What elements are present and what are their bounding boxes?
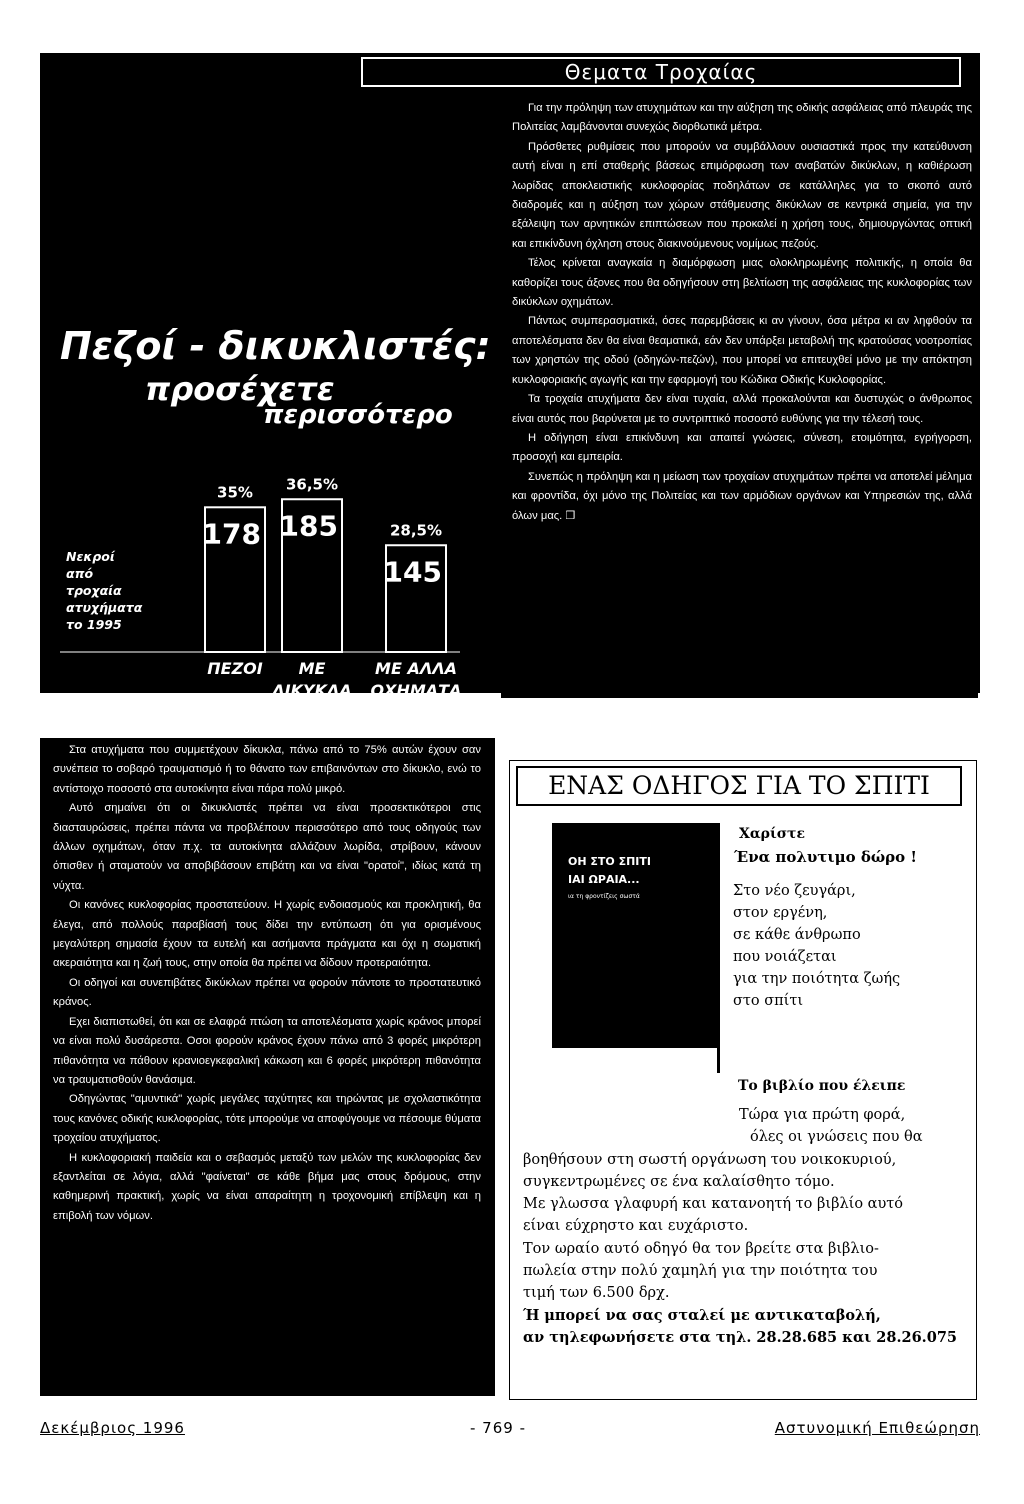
section-header <box>361 57 961 87</box>
chart-source: ΔΙΕΥΘΥΝΣΗ ΤΡΟΧΑΙΑΣ ΑΤΤΙΚΗΣ <box>138 710 345 723</box>
category-label: ΠΕΖΟΙ <box>207 659 263 678</box>
category-label: ΔΙΚΥΚΛΑ <box>272 681 352 700</box>
advert-line: Ή μπορεί να σας σταλεί με αντικαταβολή, <box>523 1306 881 1324</box>
paragraph: Τα τροχαία ατυχήματα δεν είναι τυχαία, αλλά προκαλούνται και δυστυχώς ο άνθρωπος είναι αυτός που βαρύνεται με το συντριπτικό ποσοστό ευθύνης για την τέλεσή τους. <box>512 393 972 425</box>
bar-value-label: 145 <box>383 555 442 589</box>
advert-line: Τώρα για πρώτη φορά, <box>739 1107 906 1123</box>
list-item: για την ποιότητα ζωής <box>733 971 901 987</box>
advert-title: ΕΝΑΣ ΟΔΗΓΟΣ ΓΙΑ ΤΟ ΣΠΙΤΙ <box>516 766 962 806</box>
publication-name: Αστυνομική Επιθεώρηση <box>774 1419 980 1437</box>
list-item: Στο νέο ζευγάρι, <box>733 883 856 899</box>
advert-line: όλες οι γνώσεις που θα <box>750 1129 923 1146</box>
chart-title-line2: προσέχετε <box>145 370 335 408</box>
advert-heading: Χαρίστε <box>739 826 805 842</box>
advert-subheading: Ένα πολυτιμο δώρο ! <box>734 848 917 866</box>
bar-percentage-label: 28,5% <box>389 521 443 540</box>
footer-date: Δεκέμβριος 1996 <box>40 1419 185 1437</box>
chart-title-line3: περισσότερο <box>263 400 453 430</box>
advert-line: συγκεντρωμένες σε ένα καλαίσθητο τόμο. <box>523 1173 835 1190</box>
advert-line: πωλεία στην πολύ χαμηλή για την ποιότητα του <box>523 1263 878 1280</box>
advert-heading-2: Το βιβλίο που έλειπε <box>738 1078 906 1094</box>
bar-chart <box>40 430 495 700</box>
book-cover-text: ΙΑΙ ΩΡΑΙΑ... <box>568 873 640 886</box>
advert-line: είναι εύχρηστο και ευχάριστο. <box>523 1218 749 1235</box>
chart-title-line1: Πεζοί - δικυκλιστές: <box>60 324 491 368</box>
left-column <box>40 738 495 1396</box>
paragraph: Η κυκλοφοριακή παιδεία και ο σεβασμός μεταξύ των μελών της κυκλοφορίας δεν εξαντλείται σε λόγια, αλλά "φαίνεται" σε κάθε βήμα μας στους δρόμους, στην καθημερινή πρακτική, χωρίς να είναι απαραίτητη η τροχονομική επίβλεψη και η επιβολή των νόμων. <box>53 1151 481 1222</box>
paragraph: Εχει διαπιστωθεί, ότι και σε ελαφρά πτώση τα αποτελέσματα χωρίς κράνος μπορεί να είναι πολύ δυσάρεστα. Οσοι φορούν κράνος έχουν πάνω από 3 φορές μικρότερη πιθανότητα να πάθουν κρανιοεγκεφαλική κάκωση και 6 φορές μικρότερη πιθανότητα να τραυματισθούν θανάσιμα. <box>53 1015 481 1086</box>
advert-body <box>523 1104 973 1349</box>
bar-value-label: 178 <box>202 517 261 551</box>
side-label-line: Νεκροί <box>66 549 115 564</box>
list-item: που νοιάζεται <box>733 949 837 965</box>
book-spine <box>717 843 720 1073</box>
paragraph: Οδηγώντας "αμυντικά" χωρίς μεγάλες ταχύτητες και τηρώντας με σχολαστικότητα τους κανόνες οδικής κυκλοφορίας, τότε μπορούμε να αποφύγουμε να πέσουμε θύματα τροχαίου ατυχήματος. <box>53 1093 481 1145</box>
paragraph: Συνεπώς η πρόληψη και η μείωση των τροχαίων ατυχημάτων πρέπει να αποτελεί μέλημα και φροντίδα, όχι μόνο της Πολιτείας και των αρμόδιων οργάνων και Υπηρεσιών της, αλλά όλων μας. ❒ <box>512 470 972 522</box>
side-label-line: ατυχήματα <box>66 600 143 615</box>
bar-percentage-label: 35% <box>217 483 253 502</box>
page-number: - 769 - <box>470 1419 526 1437</box>
section-title: Θεματα Τροχαίας <box>564 60 758 84</box>
left-article-text <box>53 741 481 1226</box>
bar-percentage-label: 36,5% <box>285 475 339 494</box>
right-article-text <box>512 99 972 526</box>
category-label: ΜΕ ΑΛΛΑ <box>375 659 457 678</box>
advert-line: αν τηλεφωνήσετε στα τηλ. 28.28.685 και 28.26.075 <box>523 1328 957 1346</box>
paragraph: Πάντως συμπερασματικά, όσες παρεμβάσεις κι αν γίνουν, όσα μέτρα κι αν ληφθούν τα αποτελέσματα δεν θα είναι θεαματικά, εάν δεν υπάρξει μεταβολή της κρατούσας νοοτροπίας των χρηστών της οδού (οδηγών-πεζών), που μπορεί να επιτευχθεί μόνο με την απόκτηση κυκλοφοριακής αγωγής και την εφαρμογή του Κώδικα Οδικής Κυκλοφορίας. <box>512 315 972 386</box>
side-label-line: από <box>66 566 94 581</box>
category-label: ΟΧΗΜΑΤΑ <box>370 681 462 700</box>
list-item: στον εργένη, <box>733 905 828 921</box>
advert-line: Τον ωραίο αυτό οδηγό θα τον βρείτε στα βιβλιο- <box>523 1240 879 1257</box>
paragraph: Στα ατυχήματα που συμμετέχουν δίκυκλα, πάνω από το 75% αυτών έχουν σαν συνέπεια το σοβαρό τραυματισμό ή το θάνατο των επιβαινόντων στο δίκυκλο, ενώ το αντίστοιχο ποσοστό στα αυτοκίνητα είναι πάρα πολύ μικρό. <box>53 744 481 795</box>
side-label-line: το 1995 <box>66 617 122 632</box>
paragraph: Αυτό σημαίνει ότι οι δικυκλιστές πρέπει να είναι προσεκτικότεροι στις διασταυρώσεις, πρέπει πάντα να προβλέπουν περισσότερο από τους οδηγούς των άλλων οχημάτων, όταν π.χ. τα αυτοκίνητα αλλάζουν λωρίδα, στρίβουν, κάνουν όπισθεν ή σταματούν να αποβιβάσουν επιβάτη και να είναι "ορατοί", ιδίως κατά τη νύχτα. <box>53 802 481 892</box>
paragraph: Πρόσθετες ρυθμίσεις που μπορούν να συμβάλλουν ουσιαστικά προς την κατεύθυνση αυτή είναι η επί σταθερής βάσεως επιμόρφωση των αναβατών δικύκλων, η καθιέρωση λωρίδας αποκλειστικής κυκλοφορίας ποδηλάτων σε κατάλληλες για το σκοπό αυτό διαδρομές και η αύξηση των χώρων στάθμευσης δικύκλων σε κεντρικά σημεία, για την εξάλειψη των αρνητικών επιπτώσεων που προκαλεί η χρήση τους, δημιουργώντας οπτική και επικίνδυνη όχληση στους διακινούμενους νομίμως πεζούς. <box>512 140 972 250</box>
list-item: σε κάθε άνθρωπο <box>733 927 861 943</box>
paragraph: Οι κανόνες κυκλοφορίας προστατεύουν. Η χωρίς ενδοιασμούς και προκλητική, θα έλεγα, από πολλούς παραβίασή τους δίδει την εντύπωση ότι για ορισμένους μεγαλύτερη σημασία έχουν τα ευτελή και ασήμαντα πράγματα και όχι η σωματική ακεραιότητα και η ζωή τους, στην οποία θα πρέπει να δίδουν προτεραιότητα. <box>53 899 481 970</box>
advert-line: βοηθήσουν στη σωστή οργάνωση του νοικοκυριού, <box>523 1151 897 1168</box>
advert-line: Με γλωσσα γλαφυρή και κατανοητή το βιβλίο αυτό <box>523 1196 904 1213</box>
paragraph: Η οδήγηση είναι επικίνδυνη και απαιτεί γνώσεις, σύνεση, ετοιμότητα, εγρήγορση, προσοχή και εμπειρία. <box>512 431 972 464</box>
page-footer <box>40 1419 980 1439</box>
list-item: στο σπίτι <box>733 993 804 1009</box>
bar-value-label: 185 <box>279 509 338 543</box>
paragraph: Τέλος κρίνεται αναγκαία η διαμόρφωση μιας ολοκληρωμένης πολιτικής, η οποία θα καθορίζει τους άξονες που θα οδηγήσουν στη βελτίωση της ασφάλειας της κυκλοφορίας των δικύκλων οχημάτων. <box>512 257 972 309</box>
category-label: ΜΕ <box>298 659 326 678</box>
side-label-line: τροχαία <box>66 583 122 598</box>
book-cover-text: ΟΗ ΣΤΟ ΣΠΙΤΙ <box>568 855 651 868</box>
paragraph: Για την πρόληψη των ατυχημάτων και την αύξηση της οδικής ασφάλειας από πλευράς της Πολιτείας λαμβάνονται συνεχώς διορθωτικά μέτρα. <box>512 102 972 134</box>
book-cover-text: ια τη φροντίζεις σωστά <box>568 893 640 900</box>
paragraph: Οι οδηγοί και συνεπιβάτες δικύκλων πρέπει να φορούν πάντοτε το προστατευτικό κράνος. <box>53 976 481 1009</box>
advert-audience-list <box>733 880 963 1012</box>
advert-line: τιμή των 6.500 δρχ. <box>523 1285 670 1302</box>
